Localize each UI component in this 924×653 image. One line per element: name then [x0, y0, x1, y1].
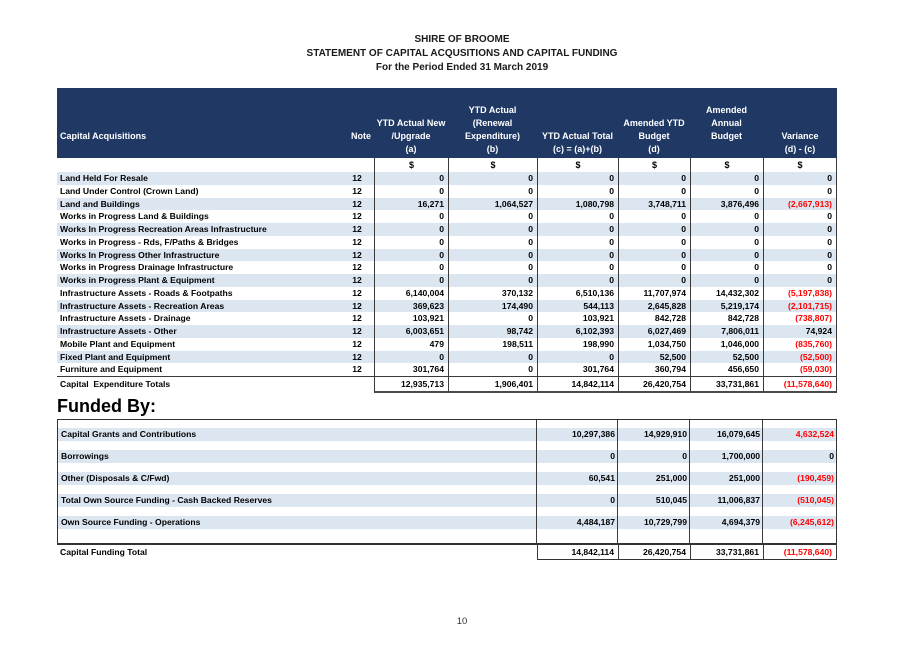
cell-ytd-actual-new: 0 [374, 261, 448, 274]
table-row [57, 223, 837, 236]
row-note: 12 [352, 211, 362, 222]
totals-ytd-actual-new: 12,935,713 [374, 377, 448, 393]
cell-variance: 0 [763, 210, 837, 223]
funding-total-label: Capital Funding Total [60, 547, 148, 557]
row-label: Works in Progress Plant & Equipment [60, 275, 215, 285]
cell-ytd-actual-total: 0 [610, 495, 615, 505]
cell-variance: (738,807) [763, 312, 837, 325]
header-amended-ytd-budget: Amended YTD Budget (d) [623, 118, 685, 154]
cell-variance: 4,632,524 [795, 429, 834, 439]
row-label: Fixed Plant and Equipment [60, 351, 171, 362]
totals-ytd-actual-total: 14,842,114 [537, 377, 618, 393]
report-period: For the Period Ended 31 March 2019 [375, 62, 549, 73]
cell-amended-ytd-budget: 0 [618, 172, 690, 185]
row-label: Land Held For Resale [60, 173, 148, 183]
cell-ytd-actual-total: 0 [537, 210, 618, 223]
cell-variance: (510,045) [797, 495, 834, 505]
cell-amended-ytd-budget: 6,027,469 [618, 325, 690, 338]
cell-ytd-actual-total: 6,510,136 [537, 287, 618, 300]
cell-ytd-actual-new: 0 [374, 172, 448, 185]
funding-total-variance: (11,578,640) [763, 545, 837, 560]
cell-amended-annual-budget: 3,876,496 [690, 198, 763, 211]
cell-amended-ytd-budget: 0 [618, 261, 690, 274]
totals-amended-ytd-budget: 26,420,754 [618, 377, 690, 393]
cell-amended-ytd-budget: 14,929,910 [643, 429, 687, 439]
funding-total-amended-annual: 33,731,861 [690, 545, 763, 560]
funded-by-row [58, 472, 836, 485]
header-capital-acquisitions: Capital Acquisitions [60, 131, 147, 141]
cell-amended-ytd-budget: 1,034,750 [618, 338, 690, 351]
cell-variance: 0 [763, 223, 837, 236]
cell-variance: (52,500) [763, 351, 837, 364]
cell-variance: (2,667,913) [763, 198, 837, 211]
cell-variance: 0 [763, 261, 837, 274]
cell-amended-annual-budget: 842,728 [690, 312, 763, 325]
org-title: SHIRE OF BROOME [414, 34, 510, 45]
page-number: 10 [456, 616, 468, 627]
funding-source-label: Total Own Source Funding - Cash Backed Reserves [61, 495, 272, 505]
cell-amended-annual-budget: 0 [690, 210, 763, 223]
row-label: Infrastructure Assets - Drainage [60, 313, 191, 324]
cell-ytd-actual-total: 544,113 [537, 300, 618, 313]
cell-variance: 0 [763, 185, 837, 198]
row-note: 12 [352, 262, 362, 273]
row-note: 12 [352, 287, 362, 298]
cell-amended-annual-budget: 0 [690, 236, 763, 249]
cell-amended-ytd-budget: 0 [618, 210, 690, 223]
funded-by-rows [58, 420, 836, 529]
cell-ytd-actual-renewal: 0 [448, 249, 537, 262]
totals-amended-annual-budget: 33,731,861 [690, 377, 763, 393]
funding-source-label: Borrowings [61, 451, 109, 461]
cell-variance: (59,030) [763, 363, 837, 376]
cell-ytd-actual-total: 60,541 [588, 473, 615, 483]
table-row [57, 198, 837, 211]
cell-variance: 0 [763, 249, 837, 262]
currency-symbol: $ [618, 158, 690, 172]
cell-ytd-actual-renewal: 0 [448, 351, 537, 364]
funded-by-row [58, 494, 836, 507]
cell-ytd-actual-renewal: 370,132 [448, 287, 537, 300]
cell-ytd-actual-new: 0 [374, 185, 448, 198]
table-row [57, 261, 837, 274]
cell-amended-annual-budget: 5,219,174 [690, 300, 763, 313]
table-row [57, 185, 837, 198]
cell-amended-annual-budget: 1,046,000 [690, 338, 763, 351]
cell-amended-ytd-budget: 10,729,799 [643, 517, 687, 527]
cell-amended-ytd-budget: 842,728 [618, 312, 690, 325]
currency-symbol: $ [763, 158, 837, 172]
cell-ytd-actual-renewal: 0 [448, 261, 537, 274]
cell-amended-annual-budget: 4,694,379 [721, 517, 760, 527]
cell-amended-annual-budget: 0 [690, 172, 763, 185]
totals-ytd-actual-renewal: 1,906,401 [448, 377, 537, 393]
cell-ytd-actual-new: 16,271 [374, 198, 448, 211]
row-label: Infrastructure Assets - Roads & Footpaths [60, 287, 233, 298]
cell-amended-annual-budget: 7,806,011 [690, 325, 763, 338]
cell-amended-annual-budget: 456,650 [690, 363, 763, 376]
table-row [57, 338, 837, 351]
table-row [57, 249, 837, 262]
table-row [57, 325, 837, 338]
cell-amended-ytd-budget: 510,045 [655, 495, 687, 505]
row-label: Works in Progress - Rds, F/Paths & Bridges [60, 236, 239, 247]
row-note: 12 [352, 300, 362, 311]
row-label: Furniture and Equipment [60, 364, 163, 375]
row-note: 12 [352, 338, 362, 349]
funded-by-row [58, 450, 836, 463]
cell-amended-ytd-budget: 2,645,828 [618, 300, 690, 313]
cell-ytd-actual-new: 103,921 [374, 312, 448, 325]
cell-ytd-actual-total: 0 [537, 249, 618, 262]
capital-acquisitions-table [57, 88, 837, 391]
funding-source-label: Own Source Funding - Operations [61, 517, 201, 527]
cell-ytd-actual-total: 0 [537, 274, 618, 287]
row-label: Works In Progress Other Infrastructure [60, 249, 220, 260]
cell-ytd-actual-total: 4,484,187 [576, 517, 615, 527]
cell-amended-annual-budget: 251,000 [728, 473, 760, 483]
funding-total-amended-ytd: 26,420,754 [618, 545, 690, 560]
cell-amended-annual-budget: 52,500 [690, 351, 763, 364]
row-note: 12 [352, 326, 362, 336]
cell-ytd-actual-new: 0 [374, 249, 448, 262]
row-note: 12 [352, 364, 362, 375]
cell-amended-annual-budget: 1,700,000 [721, 451, 760, 461]
cell-ytd-actual-total: 0 [537, 185, 618, 198]
cell-variance: (190,459) [797, 473, 834, 483]
table-header-row [57, 88, 837, 158]
cell-ytd-actual-total: 0 [537, 223, 618, 236]
cell-ytd-actual-new: 0 [374, 351, 448, 364]
row-note: 12 [352, 275, 362, 285]
row-note: 12 [352, 351, 362, 362]
row-note: 12 [352, 185, 362, 196]
cell-ytd-actual-new: 0 [374, 274, 448, 287]
funded-by-row [58, 516, 836, 529]
cell-amended-annual-budget: 0 [690, 261, 763, 274]
cell-amended-ytd-budget: 3,748,711 [618, 198, 690, 211]
row-label: Land and Buildings [60, 198, 140, 209]
cell-ytd-actual-total: 0 [537, 261, 618, 274]
row-label: Infrastructure Assets - Other [60, 326, 177, 336]
cell-variance: (2,101,715) [763, 300, 837, 313]
cell-ytd-actual-renewal: 0 [448, 363, 537, 376]
header-ytd-actual-renewal: YTD Actual (Renewal Expenditure) (b) [464, 105, 520, 154]
cell-ytd-actual-new: 479 [374, 338, 448, 351]
cell-amended-ytd-budget: 0 [618, 185, 690, 198]
cell-amended-annual-budget: 14,432,302 [690, 287, 763, 300]
cell-ytd-actual-renewal: 198,511 [448, 338, 537, 351]
cell-ytd-actual-renewal: 0 [448, 274, 537, 287]
cell-ytd-actual-renewal: 0 [448, 312, 537, 325]
row-note: 12 [352, 236, 362, 247]
cell-ytd-actual-renewal: 0 [448, 236, 537, 249]
cell-variance: 74,924 [763, 325, 837, 338]
cell-ytd-actual-new: 6,140,004 [374, 287, 448, 300]
cell-ytd-actual-new: 301,764 [374, 363, 448, 376]
cell-ytd-actual-new: 369,623 [374, 300, 448, 313]
cell-amended-annual-budget: 0 [690, 249, 763, 262]
table-row [57, 287, 837, 300]
cell-ytd-actual-renewal: 1,064,527 [448, 198, 537, 211]
currency-symbol: $ [537, 158, 618, 172]
table-row [57, 210, 837, 223]
cell-ytd-actual-renewal: 0 [448, 210, 537, 223]
row-note: 12 [352, 198, 362, 209]
table-row [57, 172, 837, 185]
row-note: 12 [352, 173, 362, 183]
currency-symbol: $ [690, 158, 763, 172]
cell-amended-ytd-budget: 0 [618, 274, 690, 287]
header-note: Note [351, 131, 371, 141]
cell-ytd-actual-new: 0 [374, 236, 448, 249]
cell-amended-ytd-budget: 52,500 [618, 351, 690, 364]
header-amended-annual-budget: Amended Annual Budget [705, 105, 747, 141]
row-note: 12 [352, 224, 362, 234]
row-label: Works In Progress Recreation Areas Infrastructure [60, 224, 267, 234]
funding-total-ytd-actual: 14,842,114 [537, 545, 618, 560]
capital-funding-total-row [57, 545, 837, 560]
cell-ytd-actual-total: 103,921 [537, 312, 618, 325]
currency-row [57, 158, 837, 172]
header-ytd-actual-new-upgrade: YTD Actual New /Upgrade (a) [376, 118, 446, 154]
table-row [57, 274, 837, 287]
cell-ytd-actual-total: 1,080,798 [537, 198, 618, 211]
cell-ytd-actual-total: 198,990 [537, 338, 618, 351]
cell-ytd-actual-total: 0 [537, 351, 618, 364]
row-label: Infrastructure Assets - Recreation Areas [60, 300, 225, 311]
cell-ytd-actual-new: 0 [374, 223, 448, 236]
totals-label: Capital Expenditure Totals [60, 379, 171, 389]
cell-amended-ytd-budget: 0 [618, 236, 690, 249]
header-variance: Variance (d) - (c) [781, 131, 819, 154]
table-row [57, 363, 837, 376]
cell-amended-annual-budget: 11,006,837 [717, 495, 760, 505]
cell-ytd-actual-renewal: 0 [448, 223, 537, 236]
currency-symbol: $ [448, 158, 537, 172]
cell-amended-annual-budget: 0 [690, 185, 763, 198]
header-ytd-actual-total: YTD Actual Total (c) = (a)+(b) [541, 131, 613, 154]
row-note: 12 [352, 249, 362, 260]
table-row [57, 351, 837, 364]
cell-ytd-actual-renewal: 0 [448, 172, 537, 185]
cell-variance: 0 [829, 451, 834, 461]
totals-variance: (11,578,640) [763, 377, 837, 393]
funded-by-heading: Funded By: [57, 396, 156, 416]
cell-amended-ytd-budget: 11,707,974 [618, 287, 690, 300]
cell-amended-annual-budget: 16,079,645 [716, 429, 760, 439]
cell-amended-ytd-budget: 0 [682, 451, 687, 461]
cell-ytd-actual-total: 0 [537, 172, 618, 185]
cell-ytd-actual-total: 6,102,393 [537, 325, 618, 338]
cell-amended-ytd-budget: 360,794 [618, 363, 690, 376]
cell-ytd-actual-renewal: 98,742 [448, 325, 537, 338]
cell-variance: (5,197,838) [763, 287, 837, 300]
cell-amended-ytd-budget: 251,000 [655, 473, 687, 483]
cell-amended-ytd-budget: 0 [618, 223, 690, 236]
cell-ytd-actual-new: 6,003,651 [374, 325, 448, 338]
cell-variance: 0 [763, 172, 837, 185]
report-title: STATEMENT OF CAPITAL ACQUSITIONS AND CAPITAL FUNDING [306, 48, 618, 59]
table-body [57, 172, 837, 376]
cell-variance: 0 [763, 274, 837, 287]
cell-variance: (6,245,612) [790, 517, 834, 527]
cell-ytd-actual-total: 0 [610, 451, 615, 461]
funded-by-table [57, 419, 837, 545]
cell-ytd-actual-total: 301,764 [537, 363, 618, 376]
row-label: Land Under Control (Crown Land) [60, 185, 199, 196]
funding-source-label: Other (Disposals & C/Fwd) [61, 473, 170, 483]
capital-expenditure-totals-row [57, 376, 837, 391]
row-label: Mobile Plant and Equipment [60, 338, 176, 349]
row-label: Works in Progress Land & Buildings [60, 211, 209, 222]
cell-amended-ytd-budget: 0 [618, 249, 690, 262]
cell-amended-annual-budget: 0 [690, 223, 763, 236]
cell-amended-annual-budget: 0 [690, 274, 763, 287]
cell-ytd-actual-renewal: 174,490 [448, 300, 537, 313]
report-header [0, 33, 924, 75]
funding-source-label: Capital Grants and Contributions [61, 429, 197, 439]
cell-variance: (835,760) [763, 338, 837, 351]
currency-symbol: $ [374, 158, 448, 172]
cell-ytd-actual-total: 10,297,386 [571, 429, 615, 439]
cell-variance: 0 [763, 236, 837, 249]
funded-by-row [58, 428, 836, 441]
cell-ytd-actual-total: 0 [537, 236, 618, 249]
cell-ytd-actual-renewal: 0 [448, 185, 537, 198]
row-note: 12 [352, 313, 362, 324]
table-row [57, 300, 837, 313]
table-row [57, 312, 837, 325]
table-row [57, 236, 837, 249]
row-label: Works in Progress Drainage Infrastructure [60, 262, 234, 273]
cell-ytd-actual-new: 0 [374, 210, 448, 223]
